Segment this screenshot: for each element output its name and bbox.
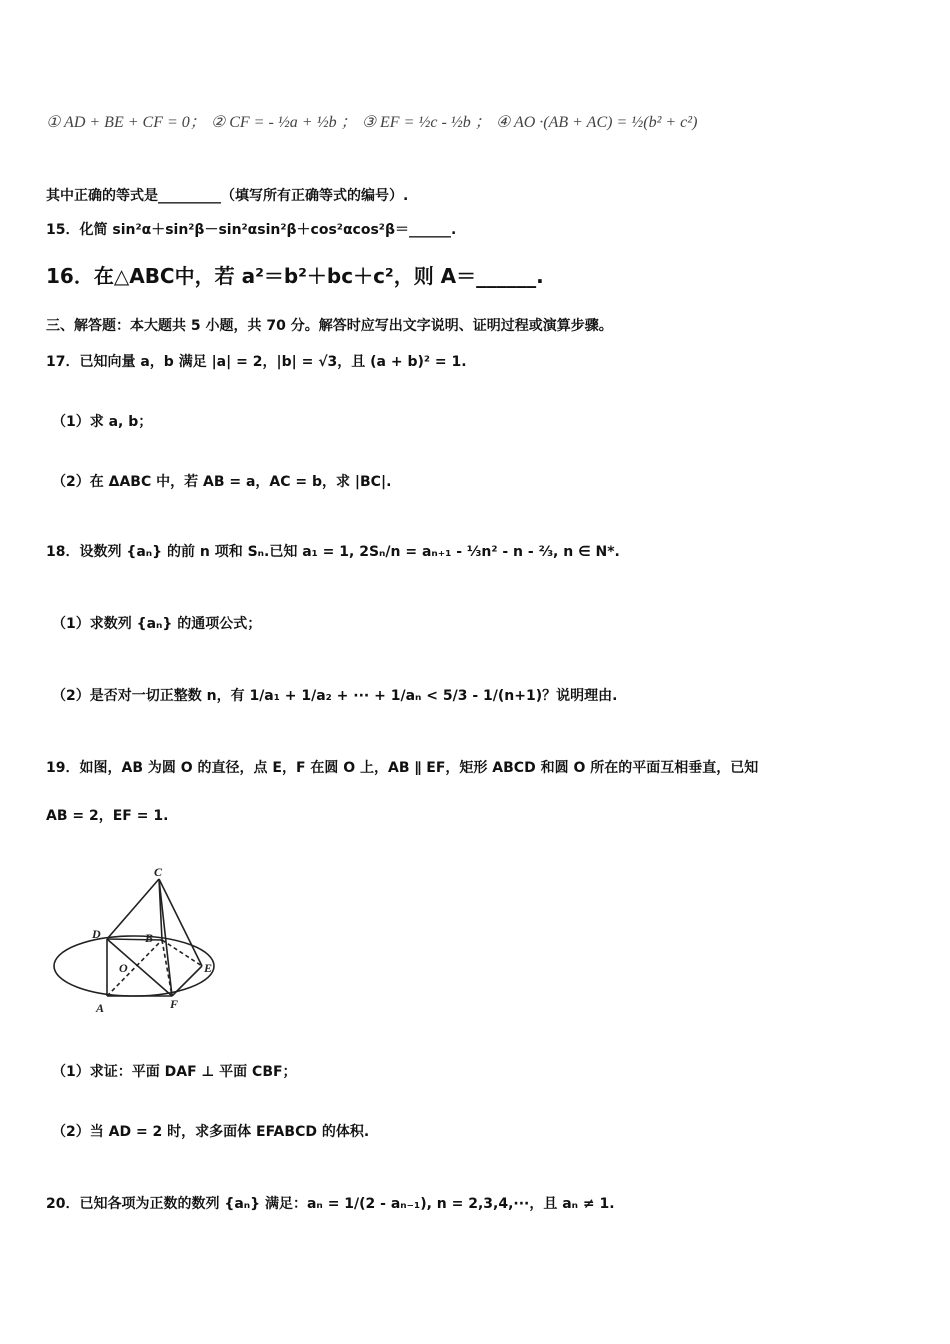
label-o: O	[119, 961, 128, 975]
q18-stem: 18．设数列 {aₙ} 的前 n 项和 Sₙ.已知 a₁ = 1, 2Sₙ/n = aₙ₊₁ - ⅓n² - n - ⅔, n ∈ N*.	[46, 544, 620, 560]
q18-part1: （1）求数列 {aₙ} 的通项公式；	[52, 616, 262, 632]
edge-db	[107, 939, 162, 940]
q16-text: 16．在△ABC中，若 a²＝b²＋bc＋c²，则 A＝______.	[46, 264, 544, 288]
edge-df	[107, 939, 172, 996]
q17-stem: 17．已知向量 a，b 满足 |a| = 2，|b| = √3，且 (a + b)² = 1.	[46, 354, 467, 370]
q15-text: 15．化简 sin²α＋sin²β－sin²αsin²β＋cos²αcos²β＝______.	[46, 222, 457, 238]
q17-part1: （1）求 a, b；	[52, 414, 153, 430]
label-d: D	[92, 927, 101, 941]
q20-stem: 20．已知各项为正数的数列 {aₙ} 满足：aₙ = 1/(2 - aₙ₋₁), n = 2,3,4,···，且 aₙ ≠ 1.	[46, 1196, 615, 1212]
q17-part2: （2）在 ΔABC 中，若 AB = a，AC = b，求 |BC|.	[52, 474, 392, 490]
edge-dc	[107, 879, 159, 939]
edge-fe	[172, 966, 202, 996]
q19-stem-line1: 19．如图，AB 为圆 O 的直径，点 E，F 在圆 O 上，AB ∥ EF，矩形 ABCD 和圆 O 所在的平面互相垂直，已知	[46, 760, 759, 776]
circle-o	[54, 936, 214, 996]
q14-stmt2: ② CF = - ½a + ½b ；	[210, 114, 357, 131]
q14-stmt4: ④ AO ·(AB + AC) = ½(b² + c²)	[495, 114, 698, 131]
q14-prompt: 其中正确的等式是_________（填写所有正确等式的编号）.	[46, 188, 409, 204]
label-c: C	[154, 866, 163, 879]
label-f: F	[170, 997, 179, 1011]
q14-stmt1: ① AD + BE + CF = 0；	[46, 114, 206, 131]
q19-part2: （2）当 AD = 2 时，求多面体 EFABCD 的体积.	[52, 1124, 370, 1140]
q19-stem-line2: AB = 2，EF = 1.	[46, 808, 169, 824]
q14-statements	[46, 112, 697, 133]
q14-stmt3: ③ EF = ½c - ½b ；	[361, 114, 491, 131]
q19-part1: （1）求证：平面 DAF ⊥ 平面 CBF；	[52, 1064, 297, 1080]
q19-geometry-figure	[52, 866, 232, 1016]
label-a: A	[96, 1001, 105, 1015]
section3-heading: 三、解答题：本大题共 5 小题，共 70 分。解答时应写出文字说明、证明过程或演算步骤。	[46, 318, 613, 334]
q18-part2: （2）是否对一切正整数 n，有 1/a₁ + 1/a₂ + ··· + 1/aₙ < 5/3 - 1/(n+1)？说明理由.	[52, 688, 618, 704]
edge-ab	[107, 940, 162, 996]
label-e: E	[204, 961, 213, 975]
label-b: B	[145, 931, 154, 945]
